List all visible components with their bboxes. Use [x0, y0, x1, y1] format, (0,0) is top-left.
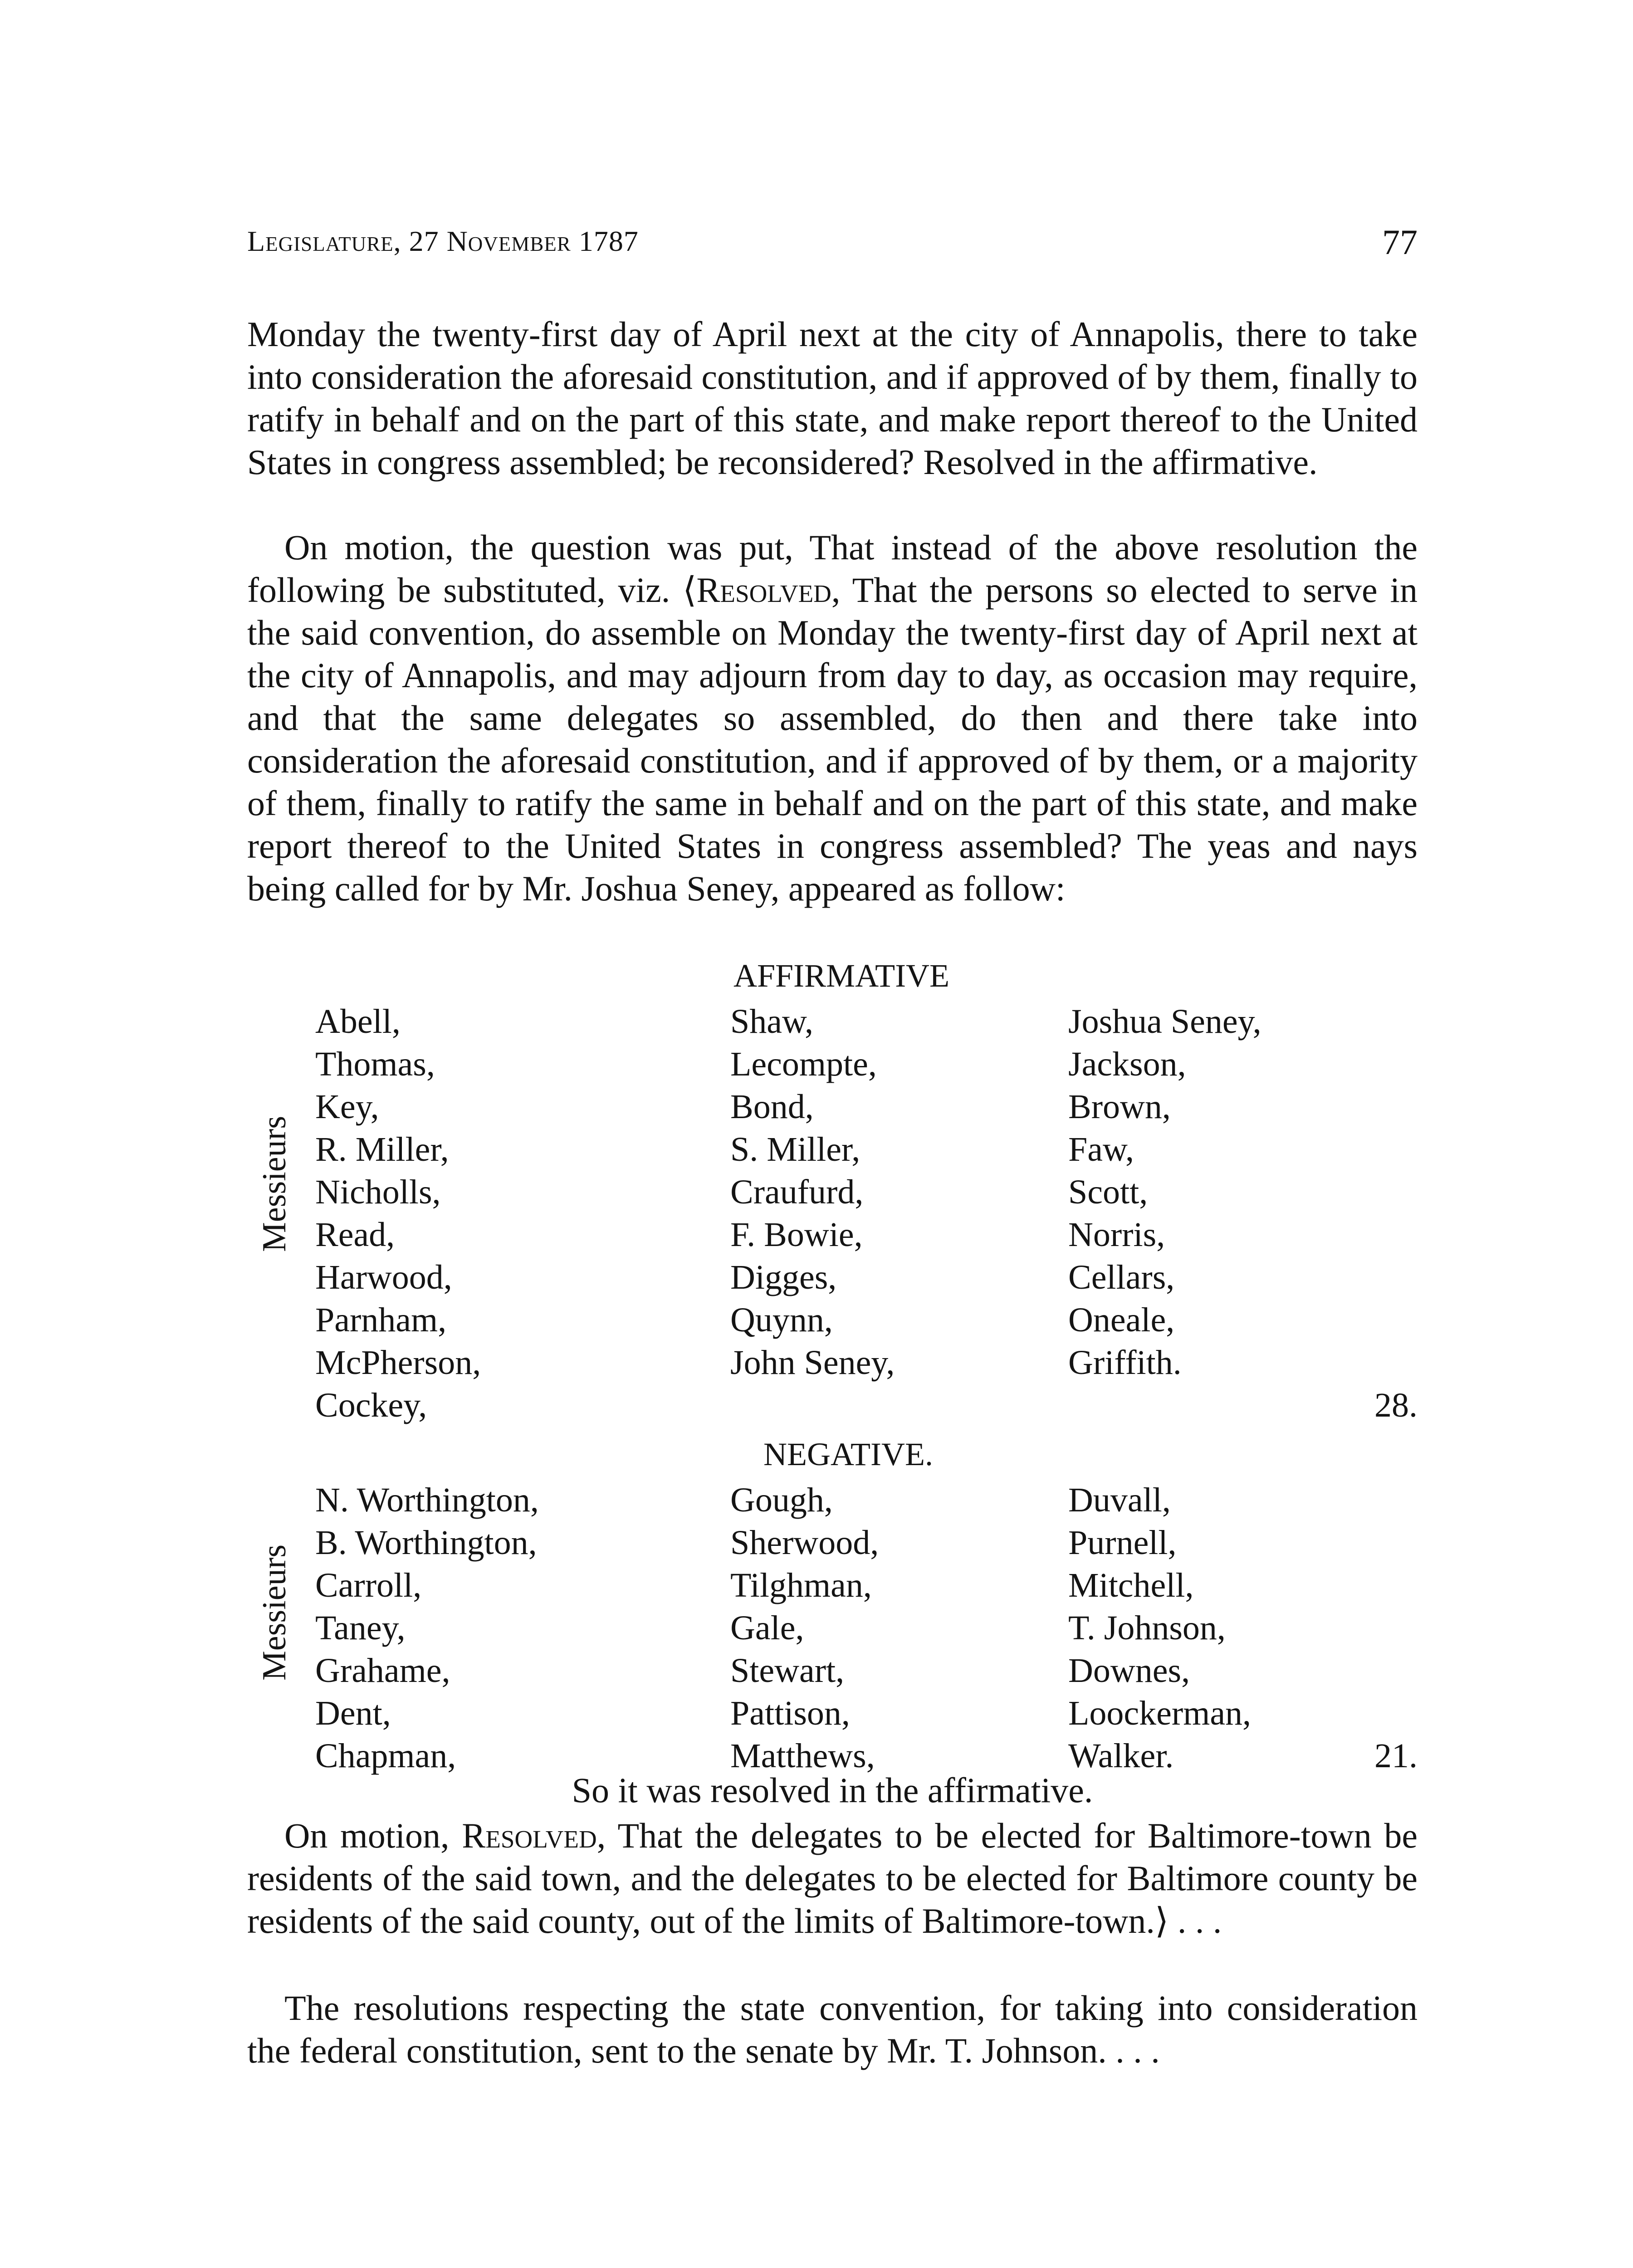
name-cell: Oneale, — [1068, 1301, 1175, 1339]
name-cell: Dent, — [315, 1694, 391, 1732]
negative-side-label: Messieurs — [256, 1544, 293, 1681]
table-row — [315, 1213, 1359, 1256]
table-row — [315, 1479, 1359, 1521]
running-head-title-month: November — [446, 225, 571, 257]
paragraph-1: Monday the twenty-first day of April next at the city of Annapolis, there to take into consideration the aforesaid constitution, and if approved of by them, finally to ratify in behalf and on the part of this state, and make report thereof to the United States in congress assembled; be reconsidered? Resolved in the affirmative. — [247, 314, 1418, 482]
table-row — [315, 1341, 1359, 1384]
name-cell: Carroll, — [315, 1566, 422, 1604]
name-cell: Abell, — [315, 1002, 401, 1041]
table-row — [315, 1692, 1359, 1735]
name-cell: Norris, — [1068, 1216, 1165, 1254]
name-cell: N. Worthington, — [315, 1481, 539, 1519]
name-cell: Stewart, — [730, 1652, 845, 1690]
name-cell: Thomas, — [315, 1045, 435, 1083]
name-cell: Cockey, — [315, 1386, 427, 1424]
name-cell: Walker. — [1068, 1737, 1174, 1775]
affirmative-names-table — [315, 1000, 1359, 1427]
name-cell: Read, — [315, 1216, 395, 1254]
name-cell: T. Johnson, — [1068, 1609, 1226, 1647]
name-cell: Sherwood, — [730, 1524, 879, 1562]
table-row — [315, 1384, 1359, 1427]
name-cell: Brown, — [1068, 1088, 1171, 1126]
paragraph-3-resolved: Resolved — [462, 1816, 597, 1855]
table-row — [315, 1521, 1359, 1564]
paragraph-resolution — [247, 1814, 1418, 1942]
name-cell: F. Bowie, — [730, 1216, 863, 1254]
table-row — [315, 1128, 1359, 1171]
name-cell: Pattison, — [730, 1694, 850, 1732]
name-cell: Duvall, — [1068, 1481, 1171, 1519]
name-cell: Digges, — [730, 1258, 837, 1296]
running-head-title-word-1: Legislature — [247, 225, 394, 257]
name-cell: Grahame, — [315, 1652, 450, 1690]
paragraph-2-resolved: Resolved — [696, 570, 831, 610]
name-cell: McPherson, — [315, 1344, 481, 1382]
name-cell — [730, 1384, 1068, 1427]
name-cell: Key, — [315, 1088, 379, 1126]
running-head-title-year: 1787 — [571, 225, 639, 257]
name-cell: Faw, — [1068, 1130, 1134, 1168]
paragraph-motion — [247, 526, 1418, 910]
name-cell: Matthews, — [730, 1737, 875, 1775]
name-cell: Parnham, — [315, 1301, 447, 1339]
name-cell: Gale, — [730, 1609, 804, 1647]
paragraph-3 — [247, 1814, 1418, 1942]
name-cell: John Seney, — [730, 1344, 895, 1382]
name-cell: B. Worthington, — [315, 1524, 537, 1562]
name-cell: Bond, — [730, 1088, 814, 1126]
running-head-title-date: , 27 — [393, 225, 447, 257]
negative-names-table — [315, 1479, 1359, 1777]
table-row — [315, 1564, 1359, 1607]
paragraph-2-part-a: On motion, the question was put, That instead of the above resolution the following be substituted, viz. ⟨ — [247, 528, 1418, 610]
name-cell: Taney, — [315, 1609, 406, 1647]
affirmative-total: 28. — [1374, 1386, 1418, 1424]
paragraph-final — [247, 1987, 1418, 2072]
name-cell: R. Miller, — [315, 1130, 449, 1168]
table-row — [315, 1043, 1359, 1085]
table-row — [315, 1256, 1359, 1299]
name-cell: Downes, — [1068, 1652, 1190, 1690]
paragraph-2-part-b: , That the persons so elected to serve in the said convention, do assemble on Monday the twenty-first day of April next at the city of Annapolis, and may adjourn from day to day, as occasion may require, and that the same delegates so assembled, do then and there take into consideration the aforesaid constitution, and if approved of by them, or a majority of them, finally to ratify the same in behalf and on the part of this state, and make report thereof to the United States in congress assembled? The yeas and nays being called for by Mr. Joshua Seney, appeared as follow: — [247, 570, 1418, 908]
paragraph-3-part-b: , That the delegates to be elected for Baltimore-town be residents of the said town, and the delegates to be elected for Baltimore county be residents of the said county, out of the limits of Baltimore-town.⟩ . . . — [247, 1816, 1418, 1941]
name-cell: Purnell, — [1068, 1524, 1177, 1562]
closing-line: So it was resolved in the affirmative. — [572, 1770, 1093, 1810]
name-cell: Gough, — [730, 1481, 833, 1519]
table-row — [315, 1085, 1359, 1128]
name-cell: Nicholls, — [315, 1173, 441, 1211]
running-head-title — [247, 225, 639, 258]
name-cell — [1068, 1384, 1359, 1427]
name-cell: Harwood, — [315, 1258, 452, 1296]
paragraph-continued — [247, 313, 1418, 484]
paragraph-2 — [247, 526, 1418, 910]
name-cell: Craufurd, — [730, 1173, 864, 1211]
table-row — [315, 1299, 1359, 1341]
name-cell: Mitchell, — [1068, 1566, 1194, 1604]
table-row — [315, 1000, 1359, 1043]
name-cell: Tilghman, — [730, 1566, 872, 1604]
table-row — [315, 1171, 1359, 1213]
name-cell: Scott, — [1068, 1173, 1148, 1211]
table-row — [315, 1607, 1359, 1649]
affirmative-side-label: Messieurs — [256, 1115, 293, 1252]
affirmative-heading: AFFIRMATIVE — [733, 958, 950, 994]
name-cell: Griffith. — [1068, 1344, 1182, 1382]
name-cell: Lecompte, — [730, 1045, 877, 1083]
name-cell: S. Miller, — [730, 1130, 861, 1168]
paragraph-3-part-a: On motion, — [284, 1816, 462, 1855]
name-cell: Shaw, — [730, 1002, 813, 1041]
name-cell: Loockerman, — [1068, 1694, 1252, 1732]
name-cell: Jackson, — [1068, 1045, 1186, 1083]
paragraph-4: The resolutions respecting the state convention, for taking into consideration the federal constitution, sent to the senate by Mr. T. Johnson. . . . — [247, 1988, 1418, 2070]
name-cell: Quynn, — [730, 1301, 833, 1339]
negative-heading: NEGATIVE. — [763, 1436, 933, 1472]
page-number: 77 — [1382, 222, 1418, 262]
name-cell: Cellars, — [1068, 1258, 1175, 1296]
table-row — [315, 1649, 1359, 1692]
name-cell: Joshua Seney, — [1068, 1002, 1261, 1041]
running-head — [247, 222, 1418, 274]
name-cell: Chapman, — [315, 1737, 456, 1775]
negative-total: 21. — [1374, 1737, 1418, 1775]
